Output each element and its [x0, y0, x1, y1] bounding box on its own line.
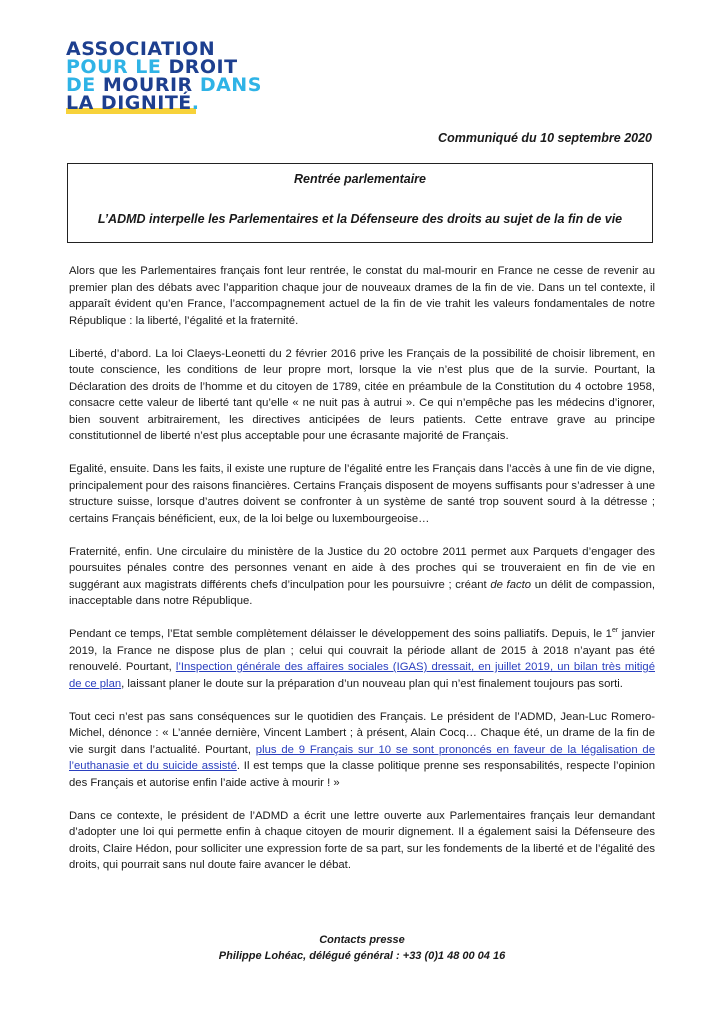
paragraph-4: [69, 544, 655, 610]
logo-line-3a: DE: [66, 74, 103, 96]
communique-date: Communiqué du 10 septembre 2020: [438, 131, 652, 145]
logo-line-1: ASSOCIATION: [66, 38, 216, 60]
p5-text-c: , laissant planer le doute sur la préparation d’un nouveau plan qui n’est finalement toujours pas sorti.: [121, 677, 623, 690]
p4-text-a: Fraternité, enfin. Une circulaire du ministère de la Justice du 20 octobre 2011 permet aux Parquets d’engager des poursuites pénales contre des personnes venant en aide à des proches qui se trouveraient en fin de vie en suggérant aux magistrats différents chefs d’inculpation pour les poursuivre ; créant: [69, 545, 655, 591]
p5-text-b: janvier 2019, la France ne dispose plus de plan ; celui qui couvrait la période allant de 2015 à 2018 n’ayant pas été renouvelé. Pourtant,: [69, 628, 655, 673]
title-box: [67, 163, 653, 243]
logo-line-2a: POUR LE: [66, 56, 169, 78]
paragraph-7: Dans ce contexte, le président de l’ADMD a écrit une lettre ouverte aux Parlementaires français leur demandant d’adopter une loi qui permette enfin à chaque citoyen de mourir dignement. Il a également saisi la Défenseure des droits, Claire Hédon, pour solliciter une expression forte de sa part, sur les fondements de la liberté et de l’égalité des droits, qui pourrait sans nul doute faire avancer le débat.: [69, 809, 655, 871]
p6-text-b: . Il est temps que la classe politique prenne ses responsabilités, respecte l’opinion des Français et autorise enfin l’aide active à mourir ! »: [69, 760, 655, 789]
contacts-line: Philippe Lohéac, délégué général : +33 (0)1 48 00 04 16: [218, 950, 506, 962]
paragraph-5: [69, 626, 655, 692]
p4-italic: de facto: [490, 578, 532, 591]
box-title: Rentrée parlementaire: [293, 172, 426, 186]
paragraph-1: Alors que les Parlementaires français font leur rentrée, le constat du mal-mourir en France ne cesse de revenir au premier plan des débats avec l’apparition chaque jour de nouveaux drames de la fin de vie. Dans un tel contexte, il apparaît évident qu’en France, l’accompagnement actuel de la fin de vie trahit les valeurs fondamentales de notre République : la liberté, l’égalité et la fraternité.: [69, 265, 655, 327]
box-subtitle: L’ADMD interpelle les Parlementaires et la Défenseure des droits au sujet de la fin de vie: [97, 212, 623, 226]
p6-text-a: Tout ceci n’est pas sans conséquences sur le quotidien des Français. Le président de l’ADMD, Jean-Luc Romero-Michel, dénonce : « L’année dernière, Vincent Lambert ; à présent, Alain Cocq… Chaque été, un drame de la fin de vie surgit dans l’actualité. Pourtant,: [69, 710, 655, 756]
logo-line-3b: MOURIR: [102, 74, 200, 96]
igas-report-link[interactable]: l’Inspection générale des affaires sociales (IGAS) dressait, en juillet 2019, un bilan très mitigé de ce plan: [69, 661, 655, 690]
logo-dot: .: [191, 92, 200, 114]
poll-link[interactable]: plus de 9 Français sur 10 se sont prononcés en faveur de la légalisation de l’euthanasie et du suicide assisté: [69, 743, 655, 772]
logo-line-4-text: LA DIGNITÉ: [66, 92, 192, 114]
paragraph-3: Egalité, ensuite. Dans les faits, il existe une rupture de l’égalité entre les Français dans l’accès à une fin de vie digne, principalement pour des raisons financières. Certains Français disposent de moyens suffisants pour s’adresser à une structure suisse, lorsque d’autres doivent se confronter à un système de santé trop souvent sourd à la détresse ; certains Français bénéficient, eux, de la loi belge ou luxembourgeoise…: [69, 463, 655, 525]
p4-text-c: un délit de compassion, inacceptable dans notre République.: [69, 578, 656, 607]
logo-line-4: [66, 94, 262, 112]
logo-line-3c: DANS: [199, 74, 262, 96]
p5-text-a: Pendant ce temps, l’Etat semble complètement délaisser le développement des soins palliatifs. Depuis, le 1: [69, 628, 612, 640]
admd-logo: [66, 40, 262, 112]
logo-line-2b: DROIT: [168, 56, 238, 78]
press-contacts: [0, 932, 724, 964]
contacts-title: Contacts presse: [319, 934, 405, 946]
paragraph-2: Liberté, d’abord. La loi Claeys-Leonetti du 2 février 2016 prive les Français de la possibilité de choisir librement, en toute conscience, les conditions de leur propre mort, lorsque la vie n’est plus que de la survie. Pourtant, la Déclaration des droits de l’homme et du citoyen de 1789, citée en préambule de la Constitution du 4 octobre 1958, consacre cette valeur de liberté tant qu’elle « ne nuit pas à autrui ». Ce qui n’empêche pas les médecins d’ignorer, bien souvent arbitrairement, les directives anticipées de leurs patients. Cette entrave grave au principe constitutionnel de liberté n’est plus acceptable pour une écrasante majorité de Français.: [69, 347, 655, 442]
body-text: [69, 263, 655, 890]
p5-sup: er: [611, 627, 619, 635]
paragraph-6: [69, 709, 655, 792]
